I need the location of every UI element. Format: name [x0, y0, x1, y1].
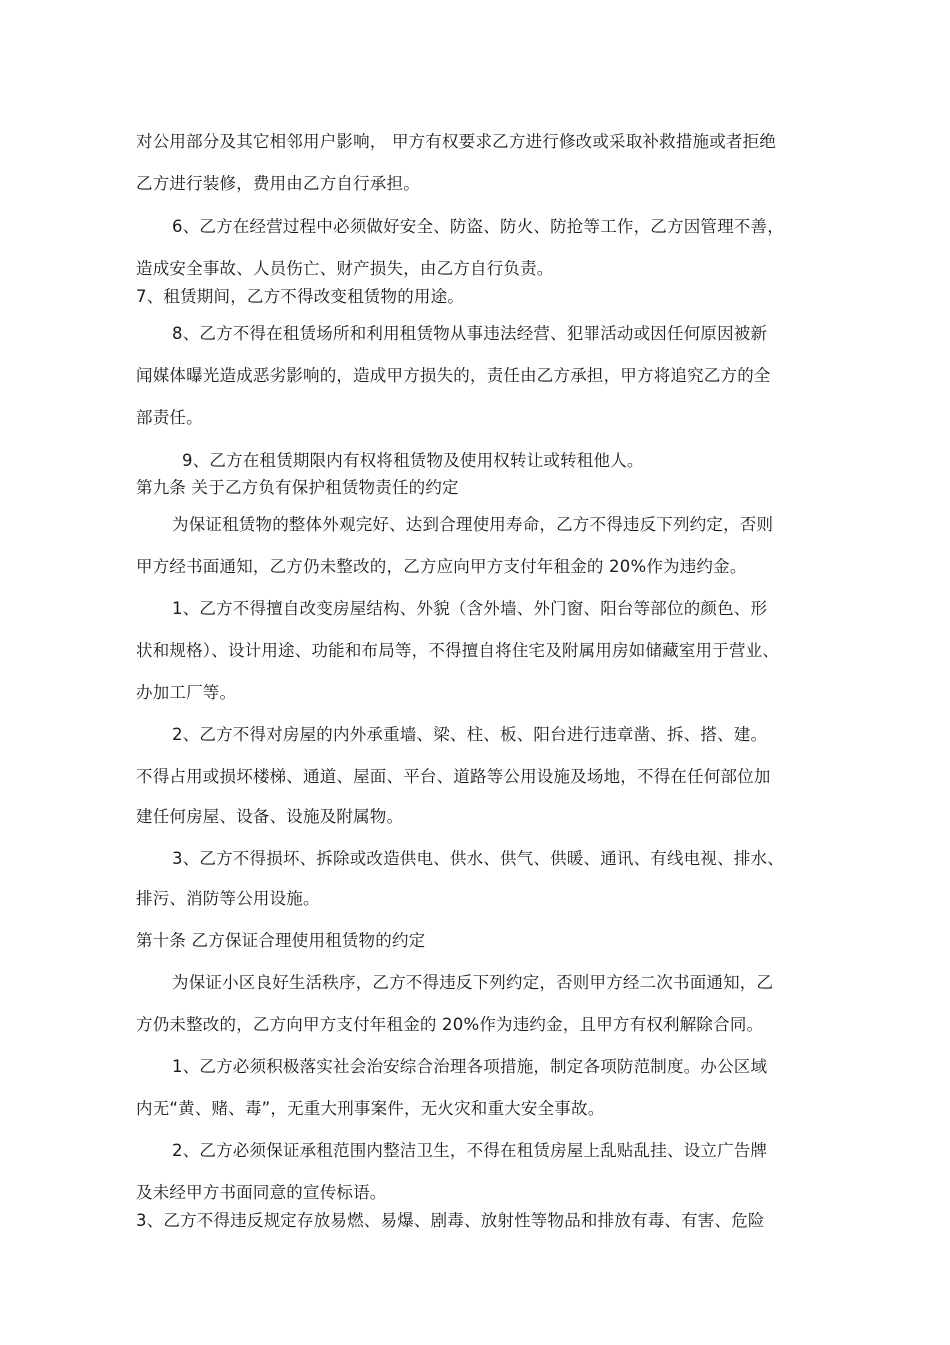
text-line: 2、乙方不得对房屋的内外承重墙、梁、柱、板、阳台进行违章凿、拆、搭、建。 [172, 725, 768, 744]
text-line: 不得占用或损坏楼梯、通道、屋面、平台、道路等公用设施及场地，不得在任何部位加 [136, 767, 771, 786]
text-line: 9、乙方在租赁期限内有权将租赁物及使用权转让或转租他人。 [182, 451, 644, 470]
section-heading: 第九条 关于乙方负有保护租赁物责任的约定 [136, 478, 459, 497]
text-line: 甲方经书面通知，乙方仍未整改的，乙方应向甲方支付年租金的 20%作为违约金。 [136, 557, 747, 576]
section-heading: 第十条 乙方保证合理使用租赁物的约定 [136, 931, 426, 950]
text-line: 方仍未整改的，乙方向甲方支付年租金的 20%作为违约金，且甲方有权利解除合同。 [136, 1015, 764, 1034]
text-line: 为保证租赁物的整体外观完好、达到合理使用寿命，乙方不得违反下列约定，否则 [172, 515, 774, 534]
text-line: 3、乙方不得违反规定存放易燃、易爆、剧毒、放射性等物品和排放有毒、有害、危险 [136, 1211, 765, 1230]
text-line: 闻媒体曝光造成恶劣影响的，造成甲方损失的，责任由乙方承担，甲方将追究乙方的全 [136, 366, 771, 385]
text-line: 办加工厂等。 [136, 683, 237, 702]
text-line: 8、乙方不得在租赁场所和利用租赁物从事违法经营、犯罪活动或因任何原因被新 [172, 324, 768, 343]
text-line: 7、租赁期间，乙方不得改变租赁物的用途。 [136, 287, 464, 306]
text-line: 乙方进行装修，费用由乙方自行承担。 [136, 174, 420, 193]
text-line: 排污、消防等公用设施。 [136, 889, 320, 908]
text-line: 对公用部分及其它相邻用户影响， 甲方有权要求乙方进行修改或采取补救措施或者拒绝 [136, 132, 777, 151]
text-line: 造成安全事故、人员伤亡、财产损失，由乙方自行负责。 [136, 259, 554, 278]
text-line: 建任何房屋、设备、设施及附属物。 [136, 807, 404, 826]
text-line: 1、乙方不得擅自改变房屋结构、外貌（含外墙、外门窗、阳台等部位的颜色、形 [172, 599, 768, 618]
text-line: 状和规格）、设计用途、功能和布局等，不得擅自将住宅及附属用房如储藏室用于营业、 [136, 641, 780, 660]
text-line: 内无“黄、赌、毒”，无重大刑事案件，无火灾和重大安全事故。 [136, 1099, 605, 1118]
text-line: 1、乙方必须积极落实社会治安综合治理各项措施，制定各项防范制度。办公区域 [172, 1057, 768, 1076]
text-line: 为保证小区良好生活秩序，乙方不得违反下列约定，否则甲方经二次书面通知，乙 [172, 973, 774, 992]
text-line: 3、乙方不得损坏、拆除或改造供电、供水、供气、供暖、通讯、有线电视、排水、 [172, 849, 784, 868]
text-line: 及未经甲方书面同意的宣传标语。 [136, 1183, 387, 1202]
text-line: 2、乙方必须保证承租范围内整洁卫生，不得在租赁房屋上乱贴乱挂、设立广告牌 [172, 1141, 768, 1160]
text-line: 6、乙方在经营过程中必须做好安全、防盗、防火、防抢等工作，乙方因管理不善， [172, 217, 784, 236]
text-line: 部责任。 [136, 408, 203, 427]
